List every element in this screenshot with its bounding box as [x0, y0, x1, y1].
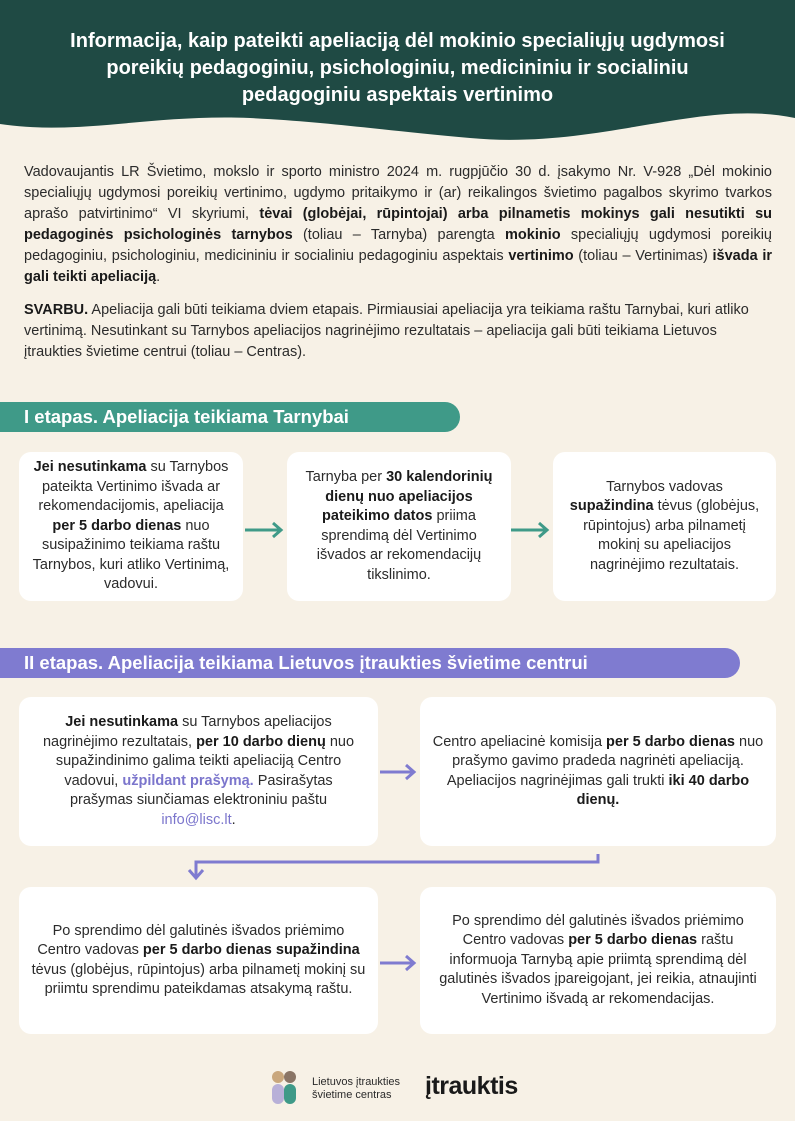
stage2-arrow-right-icon	[378, 953, 420, 973]
email-link[interactable]: info@lisc.lt	[161, 811, 232, 828]
intro-text: Vadovaujantis LR Švietimo, mokslo ir sporto ministro 2024 m. rugpjūčio 30 d. įsakymo Nr. V-928 „Dėl mokinio specialiųjų ugdymosi poreikių vertinimo, ugdymo pritaikymo ir (ar) reikalingos švietimo pagalbos skyrimo tvarkos aprašo patvirtinimo“ VI skyriumi,	[24, 164, 772, 222]
card-bold: per 5 darbo dienas	[568, 932, 698, 949]
card-text	[565, 478, 764, 576]
card-bold: Jei nesutinkama	[65, 714, 179, 730]
intro-bold: mokinio	[505, 227, 561, 243]
intro-text: (toliau – Tarnyba) parengta	[292, 227, 506, 243]
card-text	[31, 922, 366, 1000]
stage1-card-appeal	[19, 452, 243, 601]
organization-logo-icon	[270, 1070, 300, 1106]
card-text	[432, 733, 764, 811]
stage2-arrow-return-icon	[186, 852, 602, 882]
stage2-card-final-parents	[19, 887, 378, 1034]
intro-text: specialiųjų ugdymosi poreikių pedagoginiu, psichologiniu, medicininiu ir socialiniu pedagoginiu aspektais	[24, 227, 772, 264]
card-text-part: Pasirašytas prašymas siunčiamas elektroniniu paštu	[69, 772, 333, 808]
stage2-arrow-right-icon	[378, 762, 420, 782]
stage1-arrow-right-icon	[509, 520, 553, 540]
card-text-part: nuo supažindinimo galima teikti apeliaciją Centro vadovui,	[55, 733, 355, 789]
important-text: Apeliacija gali būti teikiama dviem etapais. Pirmiausiai apeliacija yra teikiama raštu Tarnybai, kuri atliko vertinimą. Nesutinkant su Tarnybos apeliacijos nagrinėjimo rezultatais – apeliacija gali būti teikiama Lietuvos įtraukties švietime centrui (toliau – Centras).	[24, 302, 749, 360]
header-banner	[0, 0, 795, 150]
stage2-card-appeal	[19, 697, 378, 846]
card-bold: per 5 darbo dienas	[52, 517, 182, 534]
stage1-arrow-right-icon	[243, 520, 287, 540]
request-form-link[interactable]: užpildant prašymą.	[122, 772, 254, 789]
card-text-part: priima sprendimą dėl Vertinimo išvados ar rekomendacijų tikslinimo.	[316, 508, 482, 583]
card-bold: 30 kalendorinių dienų nuo apeliacijos pateikimo datos	[322, 469, 493, 524]
organization-name-line: švietime centras	[312, 1089, 392, 1101]
card-text-part: Tarnybos vadovas	[606, 478, 723, 495]
card-text-part: su Tarnybos pateikta Vertinimo išvada ar rekomendacijomis, apeliacija	[38, 459, 229, 515]
card-text	[299, 468, 499, 585]
intro-bold: tėvai (globėjai, rūpintojai) arba pilnametis mokinys gali nesutikti su pedagoginės psichologinės tarnybos	[24, 206, 772, 243]
card-bold: per 5 darbo dienas	[606, 733, 735, 750]
page-title: Informacija, kaip pateikti apeliaciją dėl mokinio specialiųjų ugdymosi poreikių pedagoginiu, psichologiniu, medicininiu ir socialiniu pedagoginiu aspektais vertinimo	[70, 30, 725, 106]
stage1-card-result	[553, 452, 776, 601]
card-text-part: Po sprendimo dėl galutinės išvados priėmimo Centro vadovas	[37, 922, 345, 958]
organization-name-line: Lietuvos įtraukties	[312, 1076, 401, 1088]
stage1-card-review	[287, 452, 511, 601]
organization-name	[312, 1076, 400, 1102]
stage2-card-commission	[420, 697, 776, 846]
card-bold: per 10 darbo dienų	[196, 733, 326, 750]
intro-text: .	[156, 269, 161, 285]
card-text-part: .	[231, 811, 236, 828]
card-text-part: su Tarnybos apeliacijos nagrinėjimo rezultatais,	[42, 714, 332, 750]
card-bold: iki 40 darbo dienų.	[576, 772, 750, 808]
card-bold: Jei nesutinkama	[33, 459, 147, 476]
card-text-part: tėvus (globėjus, rūpintojus) arba pilnametį mokinį su apeliacijos nagrinėjimo rezultatais.	[583, 498, 760, 573]
intro-text: (toliau – Vertinimas)	[573, 248, 713, 264]
stage2-card-final-service	[420, 887, 776, 1034]
card-text-part: Po sprendimo dėl galutinės išvados priėmimo Centro vadovas	[452, 912, 744, 949]
card-text-part: nuo susipažinimo teikiama raštu Tarnybos, kuri atliko Vertinimą, vadovui.	[32, 517, 230, 593]
card-text	[31, 713, 366, 830]
card-bold: per 5 darbo dienas supažindina	[142, 942, 360, 958]
intro-paragraph	[24, 162, 772, 288]
card-bold: supažindina	[569, 498, 654, 515]
important-note	[24, 300, 772, 363]
stage2-heading: II etapas. Apeliacija teikiama Lietuvos įtraukties švietime centrui	[0, 648, 740, 678]
card-text-part: Tarnyba per	[305, 469, 387, 485]
card-text-part: Centro apeliacinė komisija	[432, 733, 607, 750]
intro-bold: vertinimo	[508, 248, 574, 264]
card-text-part: raštu informuoja Tarnybą apie priimtą sprendimą dėl galutinės išvados įpareigojant, jei reikia, atnaujinti Vertinimo išvadą ar rekomendacijas.	[439, 932, 757, 1007]
intro-bold: išvada ir gali teikti apeliaciją	[24, 248, 772, 285]
card-text-part: nuo prašymo gavimo pradeda nagrinėti apeliaciją. Apeliacijos nagrinėjimas gali trukti	[446, 733, 764, 789]
card-text	[432, 912, 764, 1010]
card-text-part: tėvus (globėjus, rūpintojus) arba pilnametį mokinį su priimtu sprendimu pateikdamas atsakymą raštu.	[31, 961, 366, 997]
brand-logo-text: įtrauktis	[425, 1072, 518, 1100]
stage1-heading: I etapas. Apeliacija teikiama Tarnybai	[0, 402, 460, 432]
card-text	[31, 458, 231, 595]
important-label: SVARBU.	[24, 302, 89, 318]
